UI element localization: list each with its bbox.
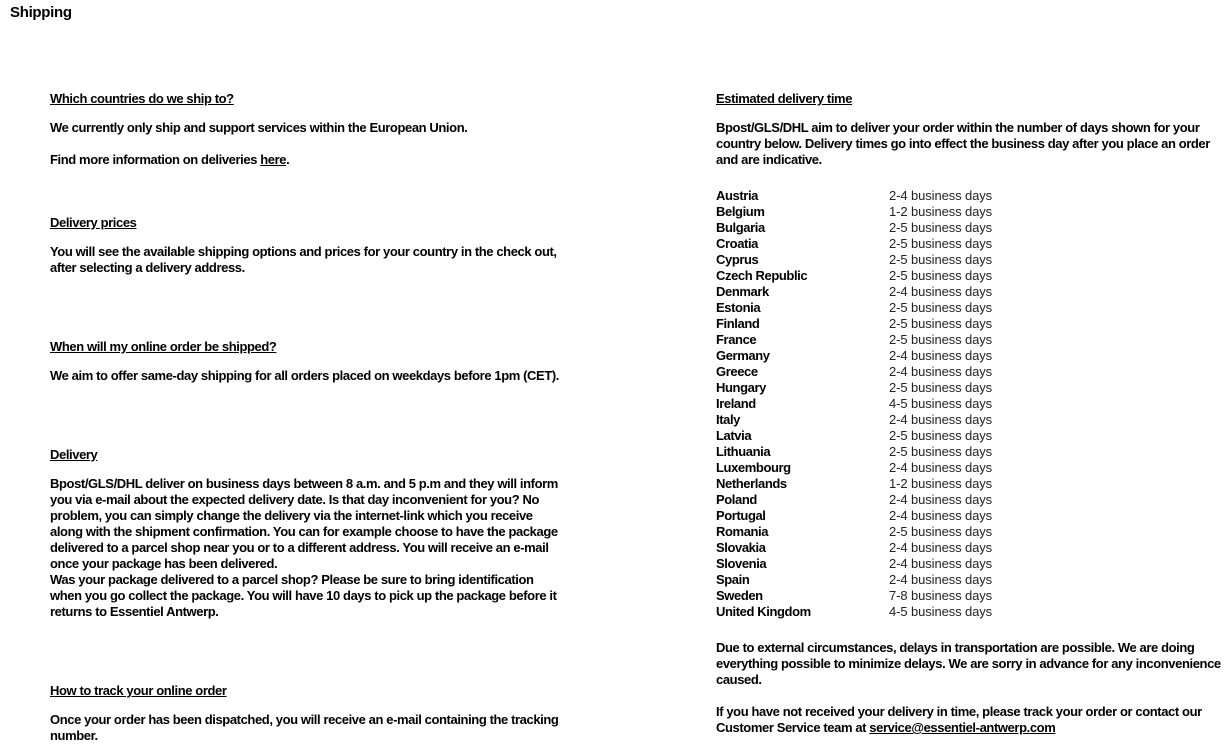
delivery-days: 2-4 business days (889, 508, 993, 523)
delivery-days: 2-5 business days (889, 380, 993, 395)
section-delivery (50, 447, 560, 620)
country-name: Ireland (716, 396, 756, 411)
page-title: Shipping (10, 4, 72, 21)
delivery-days: 2-5 business days (889, 236, 993, 251)
delivery-days: 2-5 business days (889, 268, 993, 283)
country-name: Slovenia (716, 556, 767, 571)
country-name: United Kingdom (716, 604, 811, 619)
delivery-days: 2-5 business days (889, 316, 993, 331)
delivery-days: 2-4 business days (889, 284, 993, 299)
delivery-time-row (716, 460, 992, 476)
delivery-time-heading: Estimated delivery time (716, 91, 853, 106)
country-name: Belgium (716, 204, 765, 219)
delivery-days: 7-8 business days (889, 588, 993, 603)
delivery-time-row (716, 444, 992, 460)
country-name: Germany (716, 348, 770, 363)
delivery-time-row (716, 524, 992, 540)
delivery-time-row (716, 540, 992, 556)
country-name: Greece (716, 364, 758, 379)
delivery-prices-heading: Delivery prices (50, 215, 137, 230)
delivery-time-row (716, 236, 992, 252)
country-name: Netherlands (716, 476, 787, 491)
delivery-time-row (716, 220, 992, 236)
section-delivery-prices (50, 215, 560, 276)
delivery-days: 2-4 business days (889, 572, 993, 587)
section-track-order (50, 683, 565, 744)
delivery-days: 2-4 business days (889, 188, 993, 203)
delivery-time-row (716, 556, 992, 572)
delivery-days: 2-4 business days (889, 460, 993, 475)
country-name: Luxembourg (716, 460, 791, 475)
here-link[interactable]: here (260, 152, 287, 167)
track-order-text: Once your order has been dispatched, you will receive an e-mail containing the tracking number. (50, 712, 559, 743)
country-name: Estonia (716, 300, 761, 315)
delivery-time-row (716, 364, 992, 380)
right-column (716, 91, 1221, 736)
delivery-days: 2-5 business days (889, 252, 993, 267)
delivery-time-row (716, 412, 992, 428)
delivery-text-2: Was your package delivered to a parcel shop? Please be sure to bring identification when you go collect the package. You will have 10 days to pick up the package before it returns to Essentiel Antwerp. (50, 572, 557, 619)
delivery-times-table (716, 188, 992, 620)
country-name: Austria (716, 188, 758, 203)
country-name: Bulgaria (716, 220, 765, 235)
delivery-days: 2-5 business days (889, 524, 993, 539)
delivery-time-row (716, 268, 992, 284)
when-shipped-heading: When will my online order be shipped? (50, 339, 277, 354)
delivery-time-intro: Bpost/GLS/DHL aim to deliver your order within the number of days shown for your country below. Delivery times go into effect the business day after you place an order and are indicative. (716, 120, 1210, 167)
delivery-days: 2-5 business days (889, 444, 993, 459)
delivery-days: 2-4 business days (889, 540, 993, 555)
delivery-heading: Delivery (50, 447, 98, 462)
section-ship-to (50, 91, 467, 168)
country-name: Cyprus (716, 252, 759, 267)
delivery-days: 2-5 business days (889, 220, 993, 235)
country-name: Hungary (716, 380, 766, 395)
country-name: Lithuania (716, 444, 771, 459)
country-name: Latvia (716, 428, 752, 443)
country-name: Sweden (716, 588, 763, 603)
delivery-days: 4-5 business days (889, 604, 993, 619)
country-name: Spain (716, 572, 750, 587)
country-name: Finland (716, 316, 760, 331)
delivery-days: 1-2 business days (889, 204, 993, 219)
delivery-time-row (716, 252, 992, 268)
country-name: France (716, 332, 757, 347)
delivery-days: 1-2 business days (889, 476, 993, 491)
delivery-time-row (716, 428, 992, 444)
delivery-time-row (716, 380, 992, 396)
delivery-time-row (716, 300, 992, 316)
country-name: Romania (716, 524, 769, 539)
more-info-prefix: Find more information on deliveries (50, 152, 261, 167)
country-name: Italy (716, 412, 741, 427)
delivery-prices-text: You will see the available shipping options and prices for your country in the check out, after selecting a delivery address. (50, 244, 557, 275)
delivery-days: 2-4 business days (889, 364, 993, 379)
track-order-heading: How to track your online order (50, 683, 227, 698)
section-when-shipped (50, 339, 570, 384)
contact-prefix: If you have not received your delivery in time, please track your order or contact our Customer Service team at (716, 704, 1202, 735)
country-name: Slovakia (716, 540, 766, 555)
delivery-days: 2-5 business days (889, 300, 993, 315)
delivery-days: 2-5 business days (889, 332, 993, 347)
country-name: Czech Republic (716, 268, 808, 283)
country-name: Portugal (716, 508, 766, 523)
more-info-suffix: . (286, 152, 290, 167)
when-shipped-text: We aim to offer same-day shipping for all orders placed on weekdays before 1pm (CET). (50, 368, 559, 383)
delivery-time-row (716, 284, 992, 300)
delivery-time-row (716, 316, 992, 332)
delivery-time-row (716, 492, 992, 508)
country-name: Poland (716, 492, 757, 507)
country-name: Denmark (716, 284, 769, 299)
delivery-time-row (716, 188, 992, 204)
delivery-time-row (716, 476, 992, 492)
delivery-days: 2-5 business days (889, 428, 993, 443)
delivery-text-1: Bpost/GLS/DHL deliver on business days between 8 a.m. and 5 p.m and they will inform you via e-mail about the expected delivery date. Is that day inconvenient for you? No problem, you can simply change the delivery via the internet-link which you receive along with the shipment confirmation. You can for example choose to have the package delivered to a parcel shop near you or to a different address. You will receive an e-mail once your package has been delivered. (50, 476, 558, 571)
delivery-days: 4-5 business days (889, 396, 993, 411)
service-email-link[interactable]: service@essentiel-antwerp.com (869, 720, 1056, 735)
delivery-time-row (716, 572, 992, 588)
delivery-time-row (716, 332, 992, 348)
contact-text (716, 704, 1216, 736)
delivery-time-row (716, 204, 992, 220)
delivery-time-row (716, 588, 992, 604)
ship-to-heading: Which countries do we ship to? (50, 91, 234, 106)
delivery-time-row (716, 604, 992, 620)
delays-text: Due to external circumstances, delays in transportation are possible. We are doing everything possible to minimize delays. We are sorry in advance for any inconvenience caused. (716, 640, 1221, 687)
ship-to-text: We currently only ship and support services within the European Union. (50, 120, 468, 135)
delivery-time-row (716, 396, 992, 412)
delivery-days: 2-4 business days (889, 348, 993, 363)
more-info-text (50, 152, 467, 168)
delivery-time-row (716, 348, 992, 364)
delivery-time-row (716, 508, 992, 524)
country-name: Croatia (716, 236, 758, 251)
delivery-days: 2-4 business days (889, 492, 993, 507)
delivery-days: 2-4 business days (889, 556, 993, 571)
delivery-days: 2-4 business days (889, 412, 993, 427)
